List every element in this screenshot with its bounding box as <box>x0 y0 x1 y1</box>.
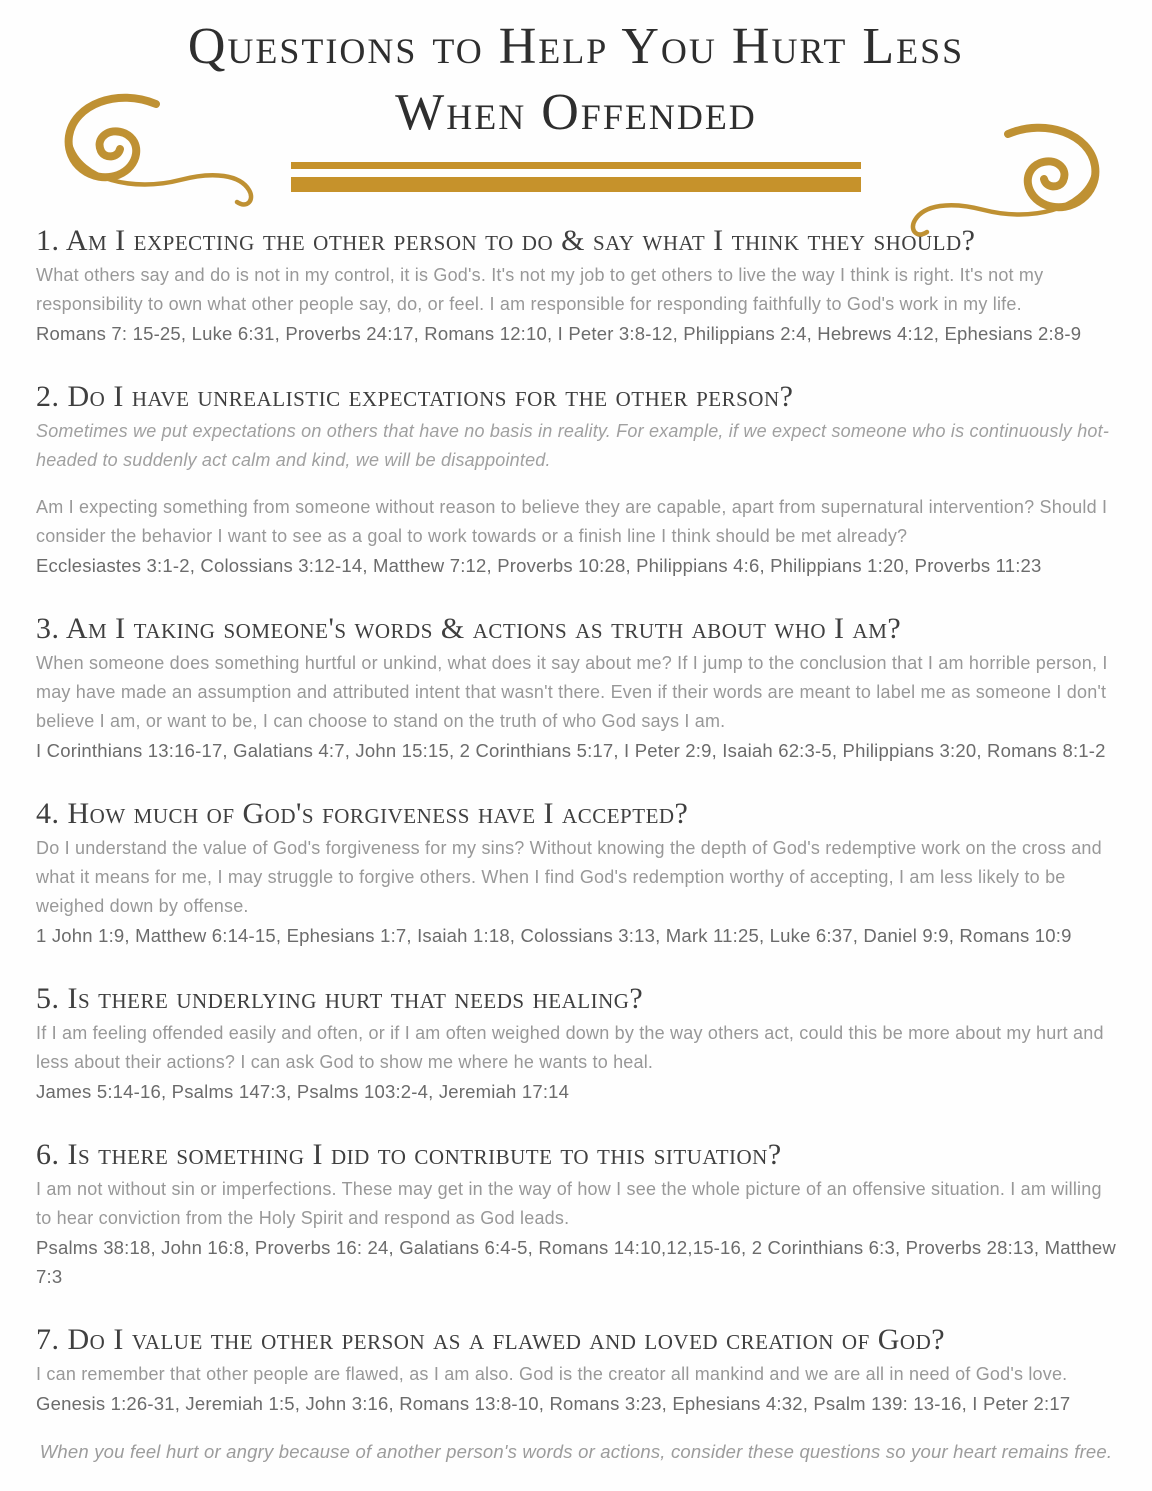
document-header <box>36 0 1116 192</box>
divider-bar-thick <box>291 177 861 192</box>
question-verses: I Corinthians 13:16-17, Galatians 4:7, John 15:15, 2 Corinthians 5:17, I Peter 2:9, Isaiah 62:3-5, Philippians 3:20, Romans 8:1-2 <box>36 740 1106 761</box>
paragraph-gap <box>36 475 1116 493</box>
question-body: Am I expecting something from someone without reason to believe they are capable, apart from supernatural intervention? Should I consider the behavior I want to see as a goal to work towards or a finish line I think should be met already? <box>36 497 1108 546</box>
footer-note: When you feel hurt or angry because of another person's words or actions, consider these questions so your heart remains free. <box>39 1441 1113 1462</box>
question-verses: Psalms 38:18, John 16:8, Proverbs 16: 24, Galatians 6:4-5, Romans 14:10,12,15-16, 2 Corinthians 6:3, Proverbs 28:13, Matthew 7:3 <box>36 1237 1116 1287</box>
question-heading: 7. Do I value the other person as a flawed and loved creation of God? <box>36 1323 946 1356</box>
question-heading: 5. Is there underlying hurt that needs healing? <box>36 982 644 1015</box>
question-body: Do I understand the value of God's forgiveness for my sins? Without knowing the depth of God's redemptive work on the cross and what it means for me, I may struggle to forgive others. When I find God's redemption worthy of accepting, I am less likely to be weighed down by offense. <box>36 838 1102 916</box>
question-section-7 <box>36 1323 1116 1418</box>
question-heading: 4. How much of God's forgiveness have I accepted? <box>36 797 689 830</box>
question-body-italic: Sometimes we put expectations on others that have no basis in reality. For example, if we expect someone who is continuously hot-headed to suddenly act calm and kind, we will be disappointed. <box>36 421 1110 470</box>
question-section-6 <box>36 1138 1116 1291</box>
question-body: I can remember that other people are flawed, as I am also. God is the creator all mankind and we are all in need of God's love. <box>36 1364 1068 1384</box>
question-verses: 1 John 1:9, Matthew 6:14-15, Ephesians 1:7, Isaiah 1:18, Colossians 3:13, Mark 11:25, Luke 6:37, Daniel 9:9, Romans 10:9 <box>36 925 1072 946</box>
question-heading: 2. Do I have unrealistic expectations for the other person? <box>36 380 794 413</box>
title-divider <box>291 162 861 192</box>
question-section-4 <box>36 797 1116 950</box>
question-verses: James 5:14-16, Psalms 147:3, Psalms 103:2-4, Jeremiah 17:14 <box>36 1081 570 1102</box>
page-title-line1: Questions to Help You Hurt Less <box>187 18 965 75</box>
swirl-flourish-left-icon <box>56 92 266 217</box>
question-section-3 <box>36 612 1116 765</box>
question-heading: 3. Am I taking someone's words & actions as truth about who I am? <box>36 612 902 645</box>
question-body: If I am feeling offended easily and often, or if I am often weighed down by the way others act, could this be more about my hurt and less about their actions? I can ask God to show me where he wants to heal. <box>36 1023 1104 1072</box>
divider-bar-thin <box>291 162 861 169</box>
question-section-2 <box>36 380 1116 580</box>
question-body: I am not without sin or imperfections. These may get in the way of how I see the whole picture of an offensive situation. I am willing to hear conviction from the Holy Spirit and respond as God leads. <box>36 1179 1102 1228</box>
question-verses: Genesis 1:26-31, Jeremiah 1:5, John 3:16, Romans 13:8-10, Romans 3:23, Ephesians 4:32, Psalm 139: 13-16, I Peter 2:17 <box>36 1393 1071 1414</box>
question-heading: 6. Is there something I did to contribute to this situation? <box>36 1138 782 1171</box>
swirl-flourish-right-icon <box>898 122 1108 247</box>
question-body: When someone does something hurtful or unkind, what does it say about me? If I jump to the conclusion that I am horrible person, I may have made an assumption and attributed intent that wasn't there. Even if their words are meant to label me as someone I don't believe I am, or want to be, I can choose to stand on the truth of who God says I am. <box>36 653 1108 731</box>
question-heading: 1. Am I expecting the other person to do & say what I think they should? <box>36 224 976 257</box>
question-section-5 <box>36 982 1116 1106</box>
question-body: What others say and do is not in my control, it is God's. It's not my job to get others to live the way I think is right. It's not my responsibility to own what other people say, do, or feel. I am responsible for responding faithfully to God's work in my life. <box>36 265 1044 314</box>
page-title-line2: When Offended <box>395 84 757 141</box>
question-verses: Romans 7: 15-25, Luke 6:31, Proverbs 24:17, Romans 12:10, I Peter 3:8-12, Philippians 2:4, Hebrews 4:12, Ephesians 2:8-9 <box>36 323 1082 344</box>
question-verses: Ecclesiastes 3:1-2, Colossians 3:12-14, Matthew 7:12, Proverbs 10:28, Philippians 4:6, Philippians 1:20, Proverbs 11:23 <box>36 555 1042 576</box>
